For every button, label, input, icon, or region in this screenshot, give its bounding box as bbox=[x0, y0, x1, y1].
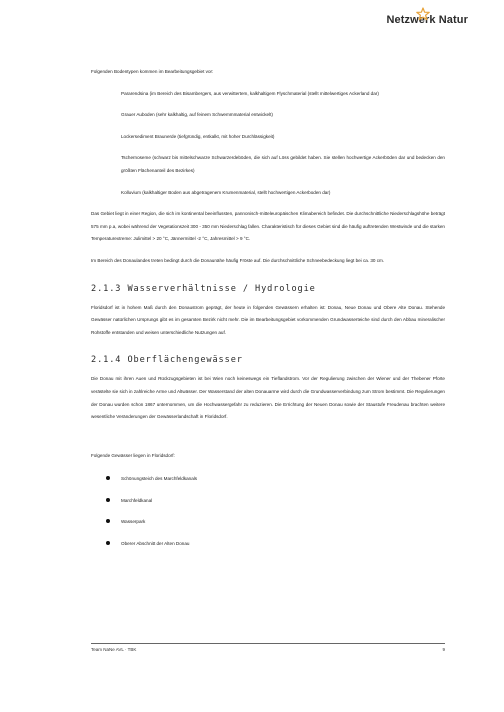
soil-type-item: Pararendsina (im Bereich des Bisambergers, aus verwittertem, kalkhaltigem Flyschmaterial (stellt mittelwertiges Ackerland dar) bbox=[121, 90, 379, 96]
hydrology-paragraph: Floridsdorf ist in hohem Maß durch den Donaustrom geprägt, der heute in folgenden Gewässern erhalten ist: Donau, Neue Donau und Obere Alte Donau. Stehende Gewässer natürlichen Ursprungs gibt es im gesamten Bezirk nicht mehr. Die im Bearbeitungsgebiet vorkommenden Grundwasserteiche sind durch den Abbau mineralischer Rohstoffe entstanden und weisen unterschiedliche Nutzungen auf. bbox=[91, 304, 445, 335]
logo bbox=[387, 14, 468, 26]
logo-text: Netzwerk Natur bbox=[386, 14, 468, 26]
star-icon bbox=[415, 7, 431, 21]
soil-intro: Folgenden Bodentypen kommen im Bearbeitungsgebiet vor: bbox=[91, 69, 214, 74]
soil-type-item: Kolluvium (kalkhaltiger Boden aus abgetragenem Krumenmaterial, stellt hochwertigen Ackerboden dar) bbox=[121, 189, 331, 195]
climate-paragraph: Das Gebiet liegt in einer Region, die sich im kontinental beeinflussten, pannonisch-mitteleuropäischen Klimabereich befindet. Die durchschnittliche Niederschlagshöhe beträgt 575 mm p.a, wobei während der Vegetationszeit 300 - 350 mm Niederschlag fallen. Charakteristisch für dieses Gebiet sind die häufig auftretenden Westwinde und die starken Temperaturextreme: Julimittel > 20 °C, Jännermittel -2 °C, Jahresmittel > 9 °C. bbox=[91, 211, 445, 242]
waters-intro: Folgende Gewässer liegen in Floridsdorf: bbox=[91, 452, 175, 458]
page-content bbox=[91, 66, 445, 560]
section-heading-hydrology: 2.1.3 Wasserverhältnisse / Hydrologie bbox=[91, 283, 316, 294]
footer-team: Team NaNe AVL · TBK bbox=[91, 647, 137, 652]
list-item-label: Wasserpark bbox=[121, 519, 146, 525]
bullet-icon bbox=[106, 519, 110, 523]
list-item-label: Schönungsteich des Marchfeldkanals bbox=[121, 476, 198, 482]
section-heading-surface-waters: 2.1.4 Oberflächengewässer bbox=[91, 355, 243, 366]
list-item bbox=[91, 474, 445, 483]
list-item-label: Marchfeldkanal bbox=[121, 497, 153, 503]
surface-waters-paragraph: Die Donau mit ihren Auen und Rückzugsgebieten ist bei Wien noch keineswegs ein Tieflandstrom. Vor der Regulierung zwischen der Wiener und der Thebener Pforte verästelte sie sich in zahlreiche Arme und Altwässer. Der Wasserstand der alten Donauarme wird durch die Grundwasserverbindung zum Strom bestimmt. Die Regulierungen der Donau wurden schon 1867 unternommen, um die Hochwassergefahr zu reduzieren. Die Errichtung der Neuen Donau sowie der Staustufe Freudenau brachten weitere wesentliche Veränderungen der Gewässerlandschaft in Floridsdorf. bbox=[91, 376, 445, 420]
page-footer bbox=[91, 643, 445, 652]
list-item bbox=[91, 496, 445, 505]
list-item bbox=[91, 539, 445, 548]
list-item-label: Oberer Abschnitt der Alten Donau bbox=[121, 540, 190, 546]
soil-type-item: Tschernoseme (schwarz bis mittelschwarze Schwarzerdeböden, die sich auf Löss gebildet haben. Sie stellen hochwertige Ackerböden dar und bedecken den größten Flächenanteil des Bezirkes) bbox=[121, 155, 445, 173]
list-item bbox=[91, 517, 445, 526]
bullet-icon bbox=[106, 541, 110, 545]
waters-list bbox=[91, 474, 445, 548]
page-number: 9 bbox=[442, 647, 445, 652]
bullet-icon bbox=[106, 476, 110, 480]
bullet-icon bbox=[106, 498, 110, 502]
danube-paragraph: Im Bereich des Donaulandes treten bedingt durch die Donaunähe häufig Fröste auf. Die durchschnittliche Schneebedeckung liegt bei ca. 30 cm. bbox=[91, 257, 385, 263]
soil-type-item: Grauer Auboden (sehr kalkhaltig, auf feinem Schwemmmaterial entwickelt) bbox=[121, 112, 273, 118]
soil-type-item: Lockersediment Braunerde (tiefgründig, entkalkt, mit hoher Durchlässigkeit) bbox=[121, 133, 275, 139]
